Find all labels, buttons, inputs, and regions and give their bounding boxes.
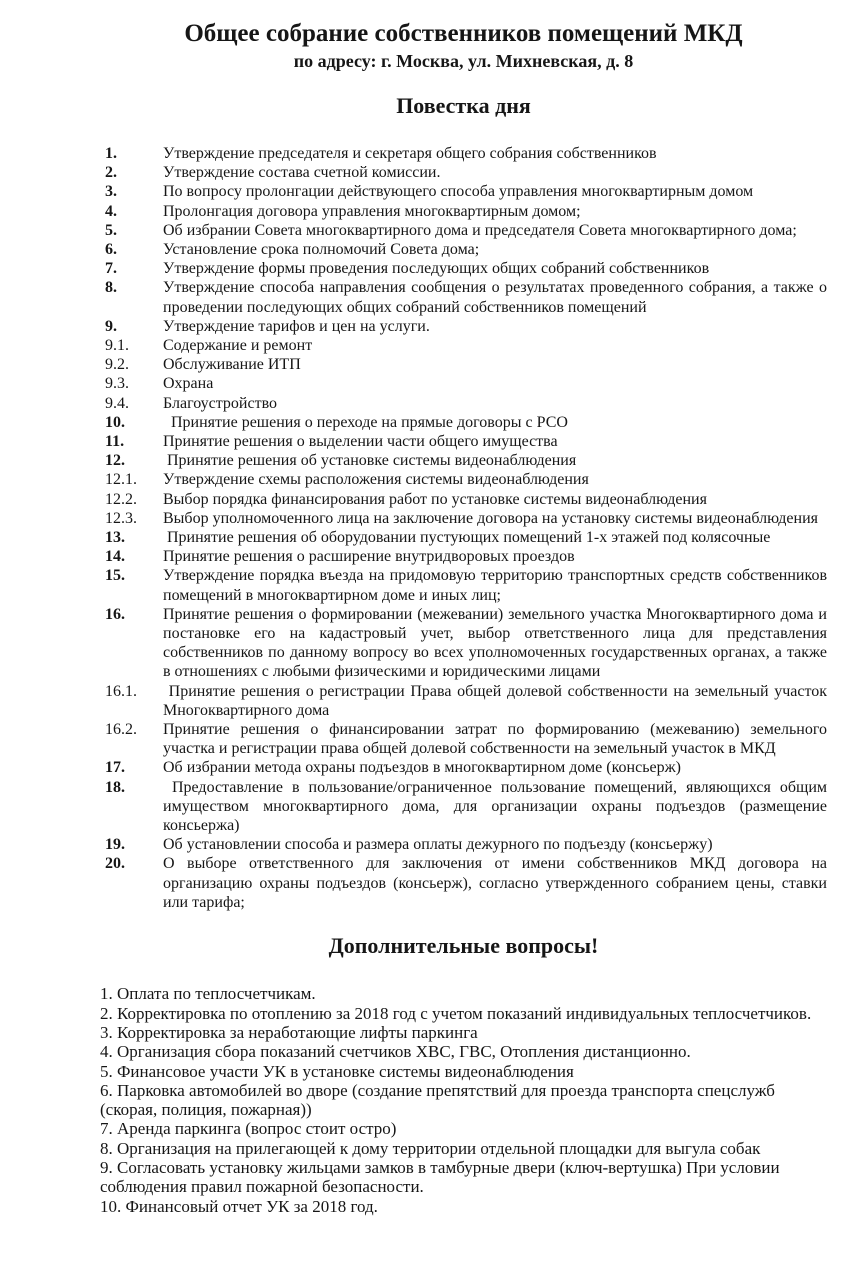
agenda-item-number: 9.4. [105,394,129,412]
additional-question-item: 2. Корректировка по отоплению за 2018 год с учетом показаний индивидуальных теплосчетчиков. [100,1003,812,1023]
agenda-item [105,528,827,547]
agenda-item [105,259,827,278]
agenda-item-number: 16.2. [105,720,137,738]
agenda-item [105,854,827,912]
agenda-item-text: Охрана [163,375,214,393]
agenda-item-number: 12.1. [105,471,137,489]
agenda-item-text: Благоустройство [163,394,278,412]
agenda-item [105,317,827,336]
agenda-item-number: 16. [105,605,125,623]
agenda-item-number: 9. [105,317,117,335]
additional-section-title: Дополнительные вопросы! [328,933,599,959]
agenda-item [105,566,827,604]
agenda-item [105,509,827,528]
agenda-item-text: Утверждение тарифов и цен на услуги. [163,317,430,335]
agenda-item-text: Утверждение председателя и секретаря общего собрания собственников [163,144,657,162]
agenda-item-text: О выборе ответственного для заключения от имени собственников МКД договора на организацию охраны подъездов (консьерж), согласно утвержденного собранием цены, ставки или тарифа; [163,855,827,911]
agenda-item-number: 12.3. [105,509,137,527]
agenda-item-number: 12.2. [105,490,137,508]
agenda-item-number: 9.1. [105,336,129,354]
agenda-item-number: 3. [105,183,117,201]
page-title: Общее собрание собственников помещений МКД [184,20,743,47]
agenda-item-text: Содержание и ремонт [163,336,313,354]
agenda-item-text: Утверждение порядка въезда на придомовую территорию транспортных средств собственников помещений в многоквартирном доме и иных лиц; [163,567,827,604]
document-header [100,20,827,73]
agenda-item [105,182,827,201]
additional-question-item: 7. Аренда паркинга (вопрос стоит остро) [100,1119,397,1139]
agenda-item-text: Об избрании Совета многоквартирного дома и председателя Совета многоквартирного дома; [163,221,797,239]
agenda-item-number: 19. [105,836,125,854]
additional-question-item: 9. Согласовать установку жильцами замков в тамбурные двери (ключ-вертушка) При условии соблюдения правил пожарной безопасности. [100,1157,780,1197]
agenda-item-number: 7. [105,260,117,278]
agenda-item [105,394,827,413]
address-line: по адресу: г. Москва, ул. Михневская, д. 8 [293,51,634,71]
agenda-item-text: Выбор порядка финансирования работ по установке системы видеонаблюдения [163,490,707,508]
agenda-item-number: 17. [105,759,125,777]
agenda-item-number: 15. [105,567,125,585]
agenda-item-number: 10. [105,413,125,431]
agenda-item-text: Обслуживание ИТП [163,356,301,374]
additional-question-item: 1. Оплата по теплосчетчикам. [100,984,316,1004]
agenda-item-number: 9.2. [105,356,129,374]
agenda-item-number: 11. [105,432,125,450]
agenda-item [105,778,827,836]
agenda-item [105,202,827,221]
agenda-item-text: Утверждение состава счетной комиссии. [163,164,441,182]
agenda-item [105,355,827,374]
agenda-item-text: Утверждение формы проведения последующих общих собраний собственников [163,260,710,278]
agenda-item [105,490,827,509]
agenda-item-number: 4. [105,202,117,220]
agenda-item-text: Предоставление в пользование/ограниченное пользование помещений, являющихся общим имуществом многоквартирного дома, для организации охраны подъездов (размещение консьержа) [163,778,827,834]
agenda-item [105,240,827,259]
agenda-item-text: Об установлении способа и размера оплаты дежурного по подъезду (консьержу) [163,836,713,854]
agenda-list [105,144,827,912]
agenda-item [105,547,827,566]
additional-question-item: 4. Организация сбора показаний счетчиков ХВС, ГВС, Отопления дистанционно. [100,1042,691,1062]
agenda-item [105,413,827,432]
agenda-item-text: Утверждение способа направления сообщения о результатах проведенного собрания, а также о проведении последующих общих собраний собственников помещений [163,279,827,316]
agenda-item-number: 16.1. [105,682,137,700]
additional-question-item: 10. Финансовый отчет УК за 2018 год. [100,1196,378,1216]
additional-question-item: 3. Корректировка за неработающие лифты паркинга [100,1022,478,1042]
agenda-item-number: 8. [105,279,117,297]
agenda-item-text: Установление срока полномочий Совета дома; [163,240,480,258]
agenda-item-text: Принятие решения о расширение внутридворовых проездов [163,548,575,566]
additional-question-item: 6. Парковка автомобилей во дворе (создание препятствий для проезда транспорта спецслужб (скорая, полиция, пожарная)) [100,1080,775,1120]
agenda-item-text: Пролонгация договора управления многоквартирным домом; [163,202,581,220]
agenda-item [105,163,827,182]
agenda-item-text: Принятие решения о формировании (межевании) земельного участка Многоквартирного дома и постановке его на кадастровый учет, выбор ответственного лица для представления собственников по данному вопросу во всех уполномоченных государственных органах, а также в отношениях с любыми физическими и юридическими лицами [163,605,827,681]
agenda-item [105,835,827,854]
agenda-item [105,682,827,720]
agenda-item-text: Об избрании метода охраны подъездов в многоквартирном доме (консьерж) [163,759,681,777]
additional-questions-list [100,984,827,1216]
agenda-item-number: 13. [105,528,125,546]
agenda-item-number: 5. [105,221,117,239]
agenda-item [105,758,827,777]
agenda-item-number: 9.3. [105,375,129,393]
agenda-item-text: Принятие решения о регистрации Права общей долевой собственности на земельный участок Многоквартирного дома [163,682,827,719]
agenda-item-number: 1. [105,144,117,162]
agenda-item-number: 12. [105,452,125,470]
agenda-item-text: Выбор уполномоченного лица на заключение договора на установку системы видеонаблюдения [163,509,818,527]
agenda-item [105,605,827,682]
agenda-item [105,221,827,240]
agenda-item-number: 20. [105,855,125,873]
agenda-item-number: 14. [105,548,125,566]
agenda-item [105,470,827,489]
agenda-item [105,432,827,451]
agenda-item-number: 2. [105,164,117,182]
agenda-item-text: Принятие решения о выделении части общего имущества [163,432,558,450]
agenda-item-text: Утверждение схемы расположения системы видеонаблюдения [163,471,589,489]
agenda-item-text: Принятие решения о переходе на прямые договоры с РСО [163,413,568,431]
additional-question-item: 8. Организация на прилегающей к дому территории отдельной площадки для выгула собак [100,1138,761,1158]
agenda-item-number: 18. [105,778,125,796]
agenda-item [105,451,827,470]
agenda-item [105,374,827,393]
agenda-item-text: Принятие решения об установке системы видеонаблюдения [163,452,577,470]
agenda-item [105,720,827,758]
agenda-item-text: По вопросу пролонгации действующего способа управления многоквартирным домом [163,183,754,201]
agenda-item-text: Принятие решения об оборудовании пустующих помещений 1-х этажей под колясочные [163,528,771,546]
agenda-item [105,278,827,316]
agenda-item-text: Принятие решения о финансировании затрат по формированию (межеванию) земельного участка и регистрации права общей долевой собственности на земельный участок в МКД [163,720,827,758]
agenda-section-title: Повестка дня [396,92,531,118]
agenda-item [105,336,827,355]
agenda-item-number: 6. [105,240,117,258]
agenda-item [105,144,827,163]
additional-question-item: 5. Финансовое участи УК в установке системы видеонаблюдения [100,1061,574,1081]
